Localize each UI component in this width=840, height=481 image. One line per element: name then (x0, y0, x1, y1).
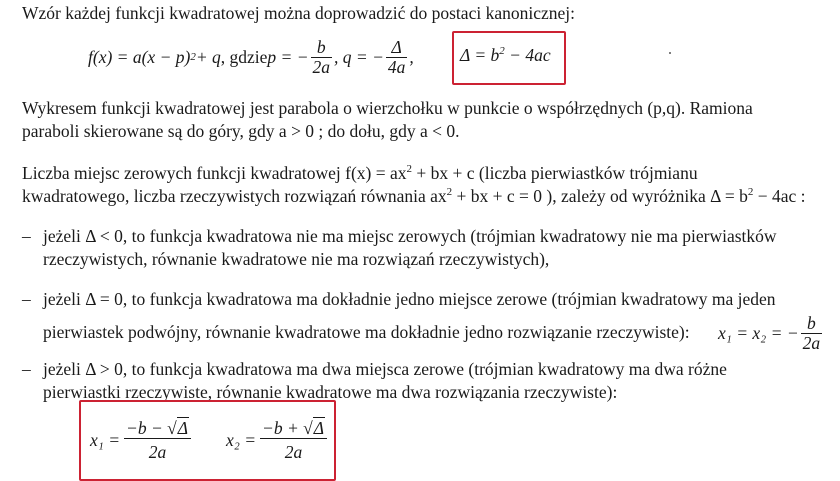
q-equals: , q = − (334, 46, 384, 67)
delta-square: 2 (499, 45, 505, 57)
para2-line1-b: + bx + c (liczba pierwiastków trójmianu (412, 163, 698, 183)
para2-line2-c: − 4ac : (753, 186, 806, 206)
bullet1-line2: rzeczywistych, równanie kwadratowe nie ma rozwiązań rzeczywistych), (43, 249, 550, 269)
root-x2-label: x₂ = (226, 429, 257, 450)
para2-line1 (22, 163, 698, 184)
double-root-numerator: b (801, 314, 823, 333)
para2-line2-b: + bx + c = 0 ), zależy od wyróżnika Δ = b (452, 186, 748, 206)
bullet1-dash: – (22, 226, 31, 246)
canonical-gdzie: , gdzie (220, 46, 268, 67)
canonical-square: 2 (190, 51, 196, 63)
delta-formula (460, 45, 551, 66)
root-x1-num-a: −b − √ (126, 418, 177, 439)
para1-line2: paraboli skierowane są do góry, gdy a > 0 ; do dołu, gdy a < 0. (22, 121, 460, 141)
root-x1-formula (90, 412, 193, 468)
p-denominator: 2a (312, 56, 331, 77)
root-x1-num-b: Δ (177, 418, 189, 439)
p-fraction (311, 38, 333, 76)
root-x1-label: x₁ = (90, 429, 121, 450)
para2-line1-a: Liczba miejsc zerowych funkcji kwadratowej f(x) = ax (22, 163, 407, 183)
para2-line2-sq: 2 (446, 186, 453, 198)
root-x1-denominator: 2a (148, 441, 167, 462)
root-x1-fraction (124, 419, 191, 461)
bullet2-dash: – (22, 289, 31, 309)
root-x2-num-a: −b + √ (262, 418, 313, 439)
para2-line1-sq: 2 (406, 163, 412, 175)
root-x2-formula (226, 412, 329, 468)
delta-rest: − 4ac (504, 45, 551, 65)
delta-eq: Δ = b (460, 45, 500, 65)
para1-line1: Wykresem funkcji kwadratowej jest parabola o wierzchołku w punkcie o współrzędnych (p,q). Ramiona (22, 98, 753, 118)
q-numerator: Δ (386, 38, 408, 57)
root-x1-numerator (124, 419, 191, 438)
canonical-f: f(x) = a(x − p) (88, 46, 191, 67)
root-x2-fraction (260, 419, 327, 461)
root-x2-denominator: 2a (284, 441, 303, 462)
p-equals: p = − (267, 46, 309, 67)
para2-line2-sq2: 2 (747, 186, 754, 198)
double-root-lhs: x₁ = x₂ = − (718, 322, 799, 343)
canonical-formula: f(x) = a(x − p) 2 + q , gdzie p = − $\frac{b}{2a}$ , q = − $\frac{\Delta}{4a}$ , (88, 37, 414, 77)
bullet2-line1: jeżeli Δ = 0, to funkcja kwadratowa ma dokładnie jedno miejsce zerowe (trójmian kwadratowy ma jeden (43, 289, 776, 309)
bullet3-line2: pierwiastki rzeczywiste, równanie kwadratowe ma dwa rozwiązania rzeczywiste): (43, 382, 618, 402)
double-root-formula (718, 310, 824, 356)
root-x2-numerator (260, 419, 327, 438)
bullet1-line1: jeżeli Δ < 0, to funkcja kwadratowa nie ma miejsc zerowych (trójmian kwadratowy nie ma pierwiastków (43, 226, 777, 246)
double-root-fraction (801, 314, 823, 352)
para2-line2-a: kwadratowego, liczba rzeczywistych rozwiązań równania ax (22, 186, 447, 206)
q-denominator: 4a (387, 56, 406, 77)
para2-line2 (22, 186, 805, 207)
bullet3-dash: – (22, 359, 31, 379)
stray-dot (669, 52, 671, 54)
double-root-denominator: 2a (802, 332, 821, 353)
bullet3-line1: jeżeli Δ > 0, to funkcja kwadratowa ma dwa miejsca zerowe (trójmian kwadratowy ma dwa różne (43, 359, 727, 379)
bullet2-line2: pierwiastek podwójny, równanie kwadratowe ma dokładnie jedno rozwiązanie rzeczywiste): (43, 322, 690, 342)
q-fraction (386, 38, 408, 76)
p-numerator: b (311, 38, 333, 57)
canonical-plus-q: + q (195, 46, 221, 67)
root-x2-num-b: Δ (313, 418, 325, 439)
intro-text: Wzór każdej funkcji kwadratowej można doprowadzić do postaci kanonicznej: (22, 3, 575, 23)
